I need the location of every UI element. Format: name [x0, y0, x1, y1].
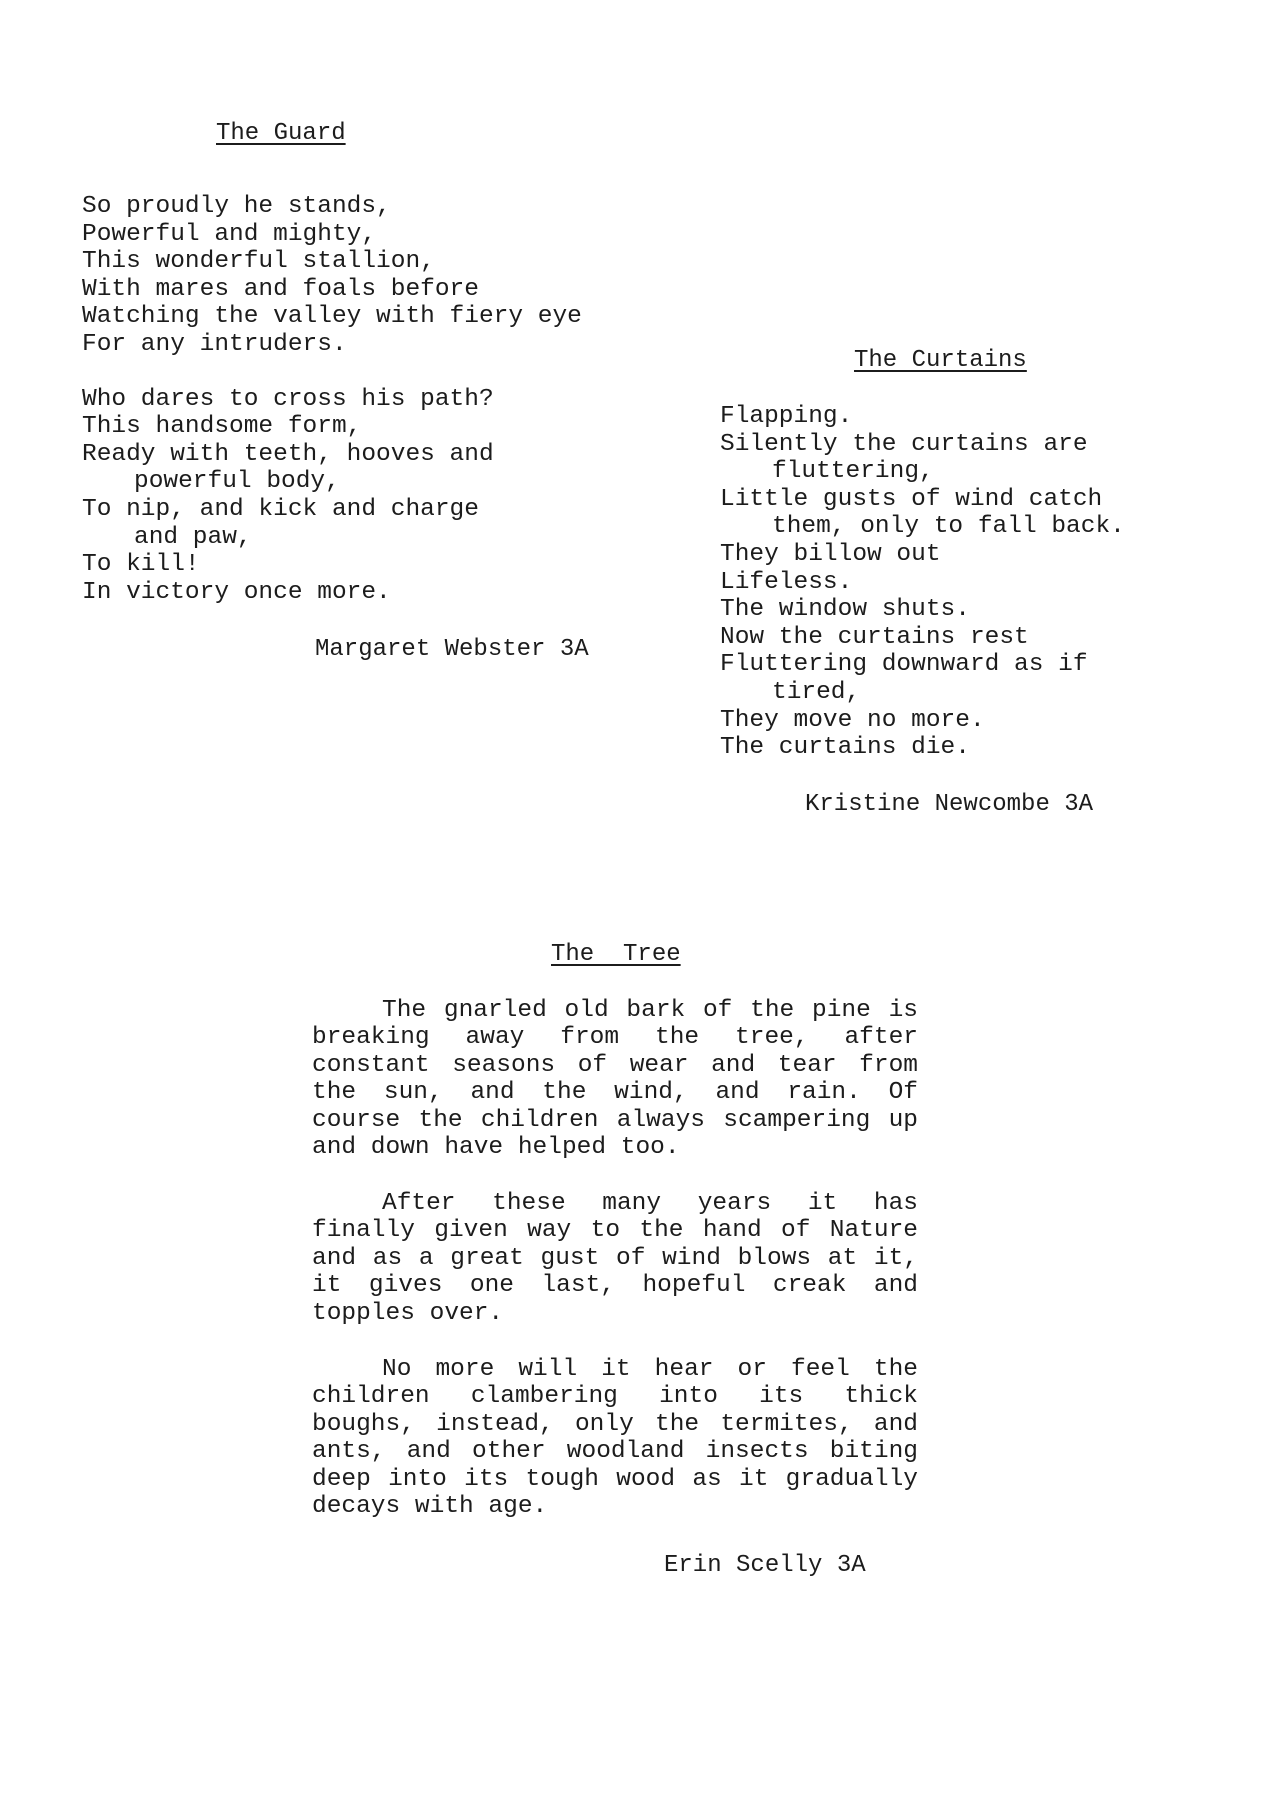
poem-line: Fluttering downward as if: [720, 651, 1088, 679]
prose-paragraph: The gnarled old bark of the pine is breaking away from the tree, after constant seasons of wear and tear from the sun, and the wind, and rain. Of course the children always scampering up and down have helped too.: [312, 997, 918, 1162]
poem-line: fluttering,: [772, 458, 934, 486]
poem-line: Flapping.: [720, 403, 853, 430]
poem-the-curtains: [720, 403, 1125, 762]
poem-line: Powerful and mighty,: [82, 220, 377, 248]
poem-line: To kill!: [82, 551, 200, 579]
poem-line: This wonderful stallion,: [82, 248, 435, 276]
poem-line: For any intruders.: [82, 330, 347, 358]
poem-line: powerful body,: [134, 468, 340, 496]
author-margaret-webster: Margaret Webster 3A: [315, 636, 589, 663]
poem-line: Silently the curtains are: [720, 430, 1088, 458]
poem-line: In victory once more.: [82, 578, 391, 606]
poem-line: To nip, and kick and charge: [82, 495, 479, 523]
poem-line: The curtains die.: [720, 734, 970, 762]
poem-line: The window shuts.: [720, 596, 970, 624]
poem-line: tired,: [772, 678, 861, 706]
poem-the-guard: [82, 193, 582, 606]
stanza-break: [82, 359, 582, 386]
poem-line: With mares and foals before: [82, 275, 479, 303]
prose-title-the-tree: The Tree: [551, 941, 681, 968]
poem-line: They billow out: [720, 540, 941, 568]
poem-line: Lifeless.: [720, 568, 853, 596]
author-erin-scelly: Erin Scelly 3A: [664, 1552, 866, 1579]
poem-line: Watching the valley with fiery eye: [82, 303, 582, 331]
poem-line: Now the curtains rest: [720, 623, 1029, 651]
prose-paragraph: After these many years it has finally given way to the hand of Nature and as a great gust of wind blows at it, it gives one last, hopeful creak and topples over.: [312, 1190, 918, 1327]
poem-title-the-guard: The Guard: [216, 120, 346, 147]
poem-line: This handsome form,: [82, 413, 362, 441]
poem-line: So proudly he stands,: [82, 193, 391, 220]
poem-line: Who dares to cross his path?: [82, 385, 494, 413]
prose-paragraph: No more will it hear or feel the children clambering into its thick boughs, instead, only the termites, and ants, and other woodland insects biting deep into its tough wood as it gradually decays with age.: [312, 1356, 918, 1521]
poem-line: Ready with teeth, hooves and: [82, 440, 494, 468]
poem-title-the-curtains: The Curtains: [854, 347, 1027, 374]
poem-line: Little gusts of wind catch: [720, 485, 1103, 513]
poem-line: them, only to fall back.: [772, 513, 1125, 541]
author-kristine-newcombe: Kristine Newcombe 3A: [805, 791, 1094, 818]
poem-line: They move no more.: [720, 706, 985, 734]
poem-line: and paw,: [134, 523, 252, 551]
